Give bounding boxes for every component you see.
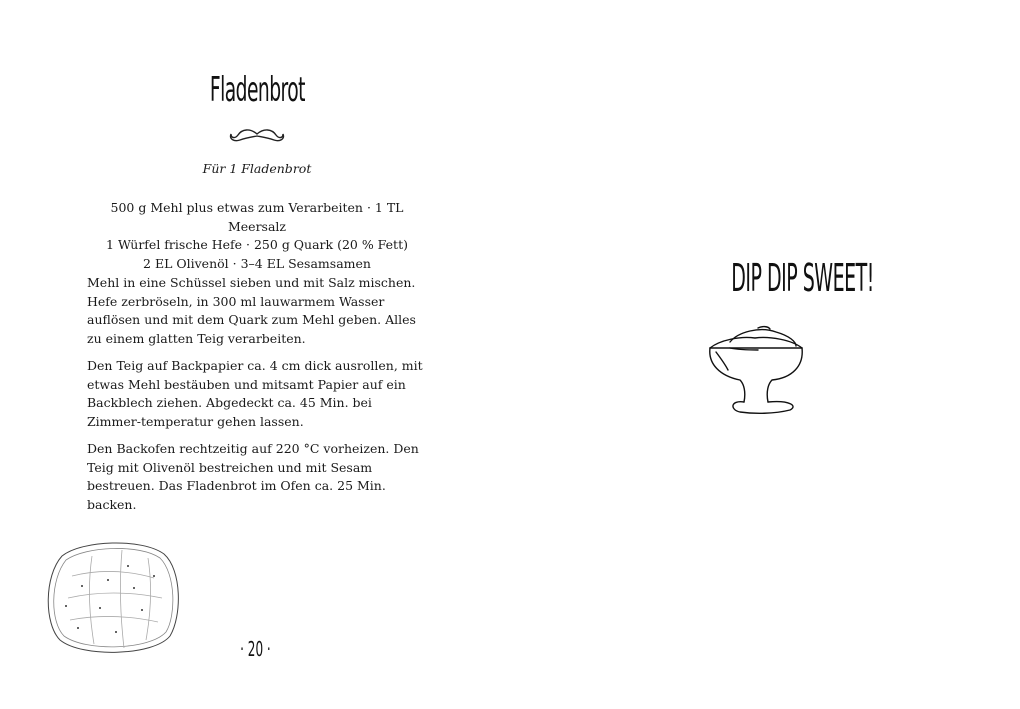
ingredient-line: 500 g Mehl plus etwas zum Verarbeiten · 1 TL Meersalz	[110, 200, 404, 234]
flatbread-illustration-icon	[42, 536, 184, 660]
section-heading: DIP DIP SWEET!	[731, 256, 874, 300]
recipe-title: Fladenbrot	[209, 70, 305, 110]
instruction-paragraph: Den Backofen rechtzeitig auf 220 °C vorheizen. Den Teig mit Olivenöl bestreichen und mit Sesam bestreuen. Das Fladenbrot im Ofen ca. 25 Min. backen.	[87, 441, 419, 512]
dessert-bowl-illustration-icon	[700, 320, 810, 416]
instruction-paragraph: Mehl in eine Schüssel sieben und mit Salz mischen. Hefe zerbröseln, in 300 ml lauwarmem Wasser auflösen und mit dem Quark zum Mehl geben. Alles zu einem glatten Teig verarbeiten.	[87, 275, 416, 346]
page-number: · 20 ·	[239, 637, 271, 661]
instruction-paragraph: Den Teig auf Backpapier ca. 4 cm dick ausrollen, mit etwas Mehl bestäuben und mitsamt Papier auf ein Backblech ziehen. Abgedeckt ca. 45 Min. bei Zimmer-temperatur gehen lassen.	[87, 358, 423, 429]
mustache-ornament-icon	[228, 125, 286, 145]
ingredient-list	[80, 199, 434, 273]
ingredient-line: 2 EL Olivenöl · 3–4 EL Sesamsamen	[143, 255, 371, 271]
ingredient-line: 1 Würfel frische Hefe · 250 g Quark (20 % Fett)	[106, 237, 408, 252]
recipe-yield: Für 1 Fladenbrot	[202, 161, 312, 176]
recipe-instructions	[87, 274, 427, 523]
